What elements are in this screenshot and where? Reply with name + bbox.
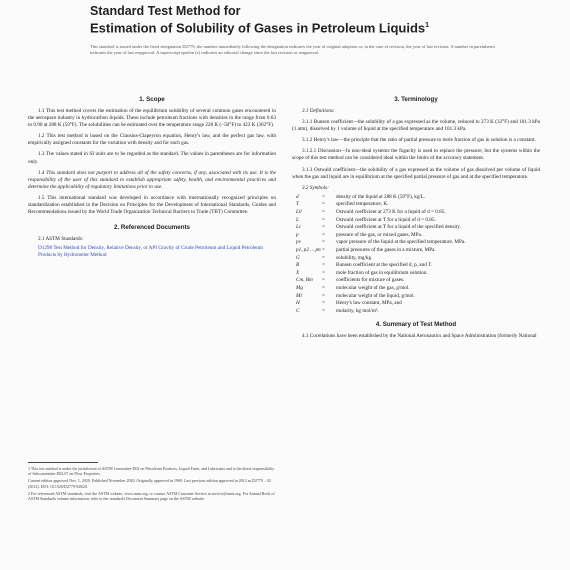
symbol-key: d (296, 193, 299, 200)
footnote-edition: Current edition approved Nov. 1, 2020. Published November 2020. Originally approved in 1969. Last previous edition approved in 2012 as D2779 – 92 (2012). DOI: 10.1520/D2779-92R20. (28, 478, 271, 489)
symbol-row (292, 300, 540, 307)
definition-ostwald-coefficient: 3.1.3 Ostwald coefficient—the solubility of a gas expressed as the volume of gas dissolved per volume of liquid when the gas and liquid are in equilibrium at the specified partial pressure of gas and at the specified temperature. (292, 166, 540, 180)
symbol-key: Ml (296, 292, 302, 299)
symbol-key: L (296, 216, 299, 223)
footnotes (28, 466, 276, 503)
astm-standards-label: 2.1 ASTM Standards: (38, 236, 84, 243)
symbol-row (292, 270, 540, 277)
symbol-description: Henry's law constant, MPa, and (336, 300, 402, 307)
symbol-equals: = (322, 209, 325, 216)
symbol-description: pressure of the gas, or mixed gases, MPa. (336, 231, 423, 238)
symbol-key: p1, p2 ... pn (296, 247, 321, 253)
symbol-row (292, 232, 540, 239)
symbol-key: Lc (296, 224, 302, 231)
symbol-description: mole fraction of gas in equilibrium solution. (336, 269, 428, 276)
designation-note: This standard is issued under the fixed designation D2779; the number immediately following the designation indicates the year of original adoption or, in the case of revision, the year of last revision. A number in parentheses indicates the year of last reapproval. A superscript epsilon (ε) indicates an editorial change since the last revision or reapproval. (90, 44, 495, 55)
symbol-equals: = (322, 262, 325, 269)
definition-bunsen-coefficient: 3.1.1 Bunsen coefficient—the solubility of a gas expressed as the volume, reduced to 273 K (32°F) and 101.3 kPa (1 atm), dissolved by 1 volume of liquid at the specified temperature and 101.3 kPa. (292, 119, 540, 133)
symbol-key: Mg (296, 284, 303, 291)
symbol-key: Cm, Bm (296, 277, 313, 284)
symbol-row (292, 285, 540, 292)
discussion-fugacity: 3.1.2.1 Discussion—In non-ideal systems the fugacity is used to replace the pressure, but the systems within the scope of this test method can be considered ideal within the limits of the accuracy statement. (292, 148, 540, 162)
symbol-description: coefficients for mixture of gases. (336, 277, 405, 284)
definition-henrys-law: 3.1.2 Henry's law—the principle that the ratio of partial pressure to mole fraction of gas in solution is a constant. (302, 137, 536, 144)
symbol-description: Ostwald coefficient at T for a liquid of d = 0.85. (336, 216, 436, 223)
symbol-row (292, 201, 540, 208)
symbol-row (292, 209, 540, 216)
symbol-description: solubility, mg/kg. (336, 254, 373, 261)
section-heading-summary: 4. Summary of Test Method (375, 320, 457, 328)
symbol-equals: = (322, 269, 325, 276)
scope-paragraph-1: 1.1 This test method covers the estimation of the equilibrium solubility of several common gases encountered in the aerospace industry in hydrocarbon liquids. These include petroleum fractions with densities in the range from 0.63 to 0.90 at 288 K (59°F). The solubilities can be estimated over the temperature range 228 K (−50°F) to 423 K (302°F). (28, 108, 276, 129)
symbol-list (292, 194, 540, 315)
symbol-key: X (296, 269, 300, 276)
symbol-key: B (296, 262, 300, 269)
symbol-equals: = (322, 277, 325, 284)
symbol-key: C (296, 307, 300, 314)
scope-paragraph-3: 1.3 The values stated in SI units are to be regarded as the standard. The values in parentheses are for information only. (28, 151, 276, 165)
section-heading-scope: 1. Scope (139, 96, 165, 103)
scope-paragraph-5: 1.5 This international standard was developed in accordance with internationally recognized principles on standardization established in the Decision on Principles for the Development of International Standards, Guides and Recommendations issued by the World Trade Organization Technical Barriers to Trade (TBT) Committee. (28, 194, 276, 216)
title-text: Estimation of Solubility of Gases in Petroleum Liquids (90, 20, 426, 36)
symbol-equals: = (322, 292, 325, 299)
symbol-equals: = (322, 247, 325, 253)
symbol-equals: = (322, 254, 325, 261)
symbol-description: molecular weight of the gas, g/mol. (336, 284, 410, 291)
symbol-row (292, 293, 540, 300)
symbol-row (292, 239, 540, 246)
symbol-equals: = (322, 224, 325, 231)
symbol-description: Ostwald coefficient at T for a liquid of the specified density. (336, 224, 461, 231)
symbol-key: L0 (296, 209, 302, 216)
d1298-reference-link[interactable]: D1298 Test Method for Density, Relative Density, or API Gravity of Crude Petroleum and Liquid Petroleum Products by Hydrometer Method (38, 245, 263, 259)
symbol-description: molarity, kg mol/m³. (336, 307, 379, 314)
symbol-row (292, 194, 540, 201)
symbol-equals: = (322, 231, 325, 238)
symbol-equals: = (322, 300, 325, 307)
symbol-description: molecular weight of the liquid, g/mol. (336, 292, 415, 299)
title-footnote-mark: 1 (425, 22, 430, 29)
symbol-row (292, 262, 540, 269)
symbol-equals: = (322, 307, 325, 314)
symbol-key: G (296, 254, 300, 261)
symbol-key: H (296, 300, 300, 307)
symbol-row (292, 224, 540, 231)
document-header (90, 4, 530, 35)
scope-paragraph-2: 1.2 This test method is based on the Clausius-Clapeyron equation, Henry's law, and the perfect gas law, with empirically assigned constants for the variation with density and for each gas. (28, 133, 276, 147)
right-column (292, 96, 540, 344)
symbol-row (292, 308, 540, 315)
symbol-equals: = (322, 193, 325, 200)
symbol-equals: = (322, 239, 325, 246)
section-heading-terminology: 3. Terminology (394, 96, 438, 103)
symbol-row (292, 247, 540, 254)
symbol-equals: = (322, 284, 325, 291)
symbol-equals: = (322, 201, 325, 208)
scope-paragraph-4: 1.4 This standard does not purport to address all of the safety concerns, if any, associated with its use. It is the responsibility of the user of this standard to establish appropriate safety, health, and environmental practices and determine the applicability of regulatory limitations prior to use. (28, 169, 276, 190)
footnote-2: 2 For referenced ASTM standards, visit the ASTM website, www.astm.org, or contact ASTM Customer Service at service@astm.org. For Annual Book of ASTM Standards volume information, refer to the standard's Document Summary page on the ASTM website. (28, 490, 275, 502)
symbol-equals: = (322, 216, 325, 223)
left-column (28, 96, 276, 262)
symbol-key: pv (296, 239, 301, 246)
symbol-row (292, 277, 540, 284)
symbol-description: vapor pressure of the liquid at the specified temperature, MPa. (336, 239, 466, 246)
symbol-description: Ostwald coefficient at 273 K for a liquid of d = 0.85. (336, 209, 446, 216)
symbol-row (292, 217, 540, 224)
section-heading-referenced-documents: 2. Referenced Documents (114, 224, 190, 232)
symbol-description: density of the liquid at 288 K (59°F), kg/L. (336, 193, 426, 200)
title-line-2 (90, 18, 530, 35)
symbol-key: p (296, 231, 299, 238)
summary-paragraph-1: 4.1 Correlations have been established by the National Aeronautics and Space Administration (formerly National (302, 332, 537, 339)
symbol-row (292, 255, 540, 262)
definitions-label: 3.1 Definitions: (302, 108, 335, 114)
symbol-key: T (296, 201, 299, 208)
symbol-description: Bunsen coefficient at the specified d, p, and T. (336, 262, 433, 269)
footnote-divider (28, 462, 98, 463)
title-line-1: Standard Test Method for (90, 4, 241, 18)
symbol-description: specified temperature, K. (336, 201, 389, 208)
symbol-description: partial pressures of the gases in a mixture, MPa. (336, 247, 436, 253)
footnote-1: 1 This test method is under the jurisdiction of ASTM Committee D02 on Petroleum Products, Liquid Fuels, and Lubricants and is the direct responsibility of Subcommittee D02.07 on Flow Properties. (28, 466, 275, 477)
symbols-label: 3.2 Symbols: (302, 184, 329, 191)
